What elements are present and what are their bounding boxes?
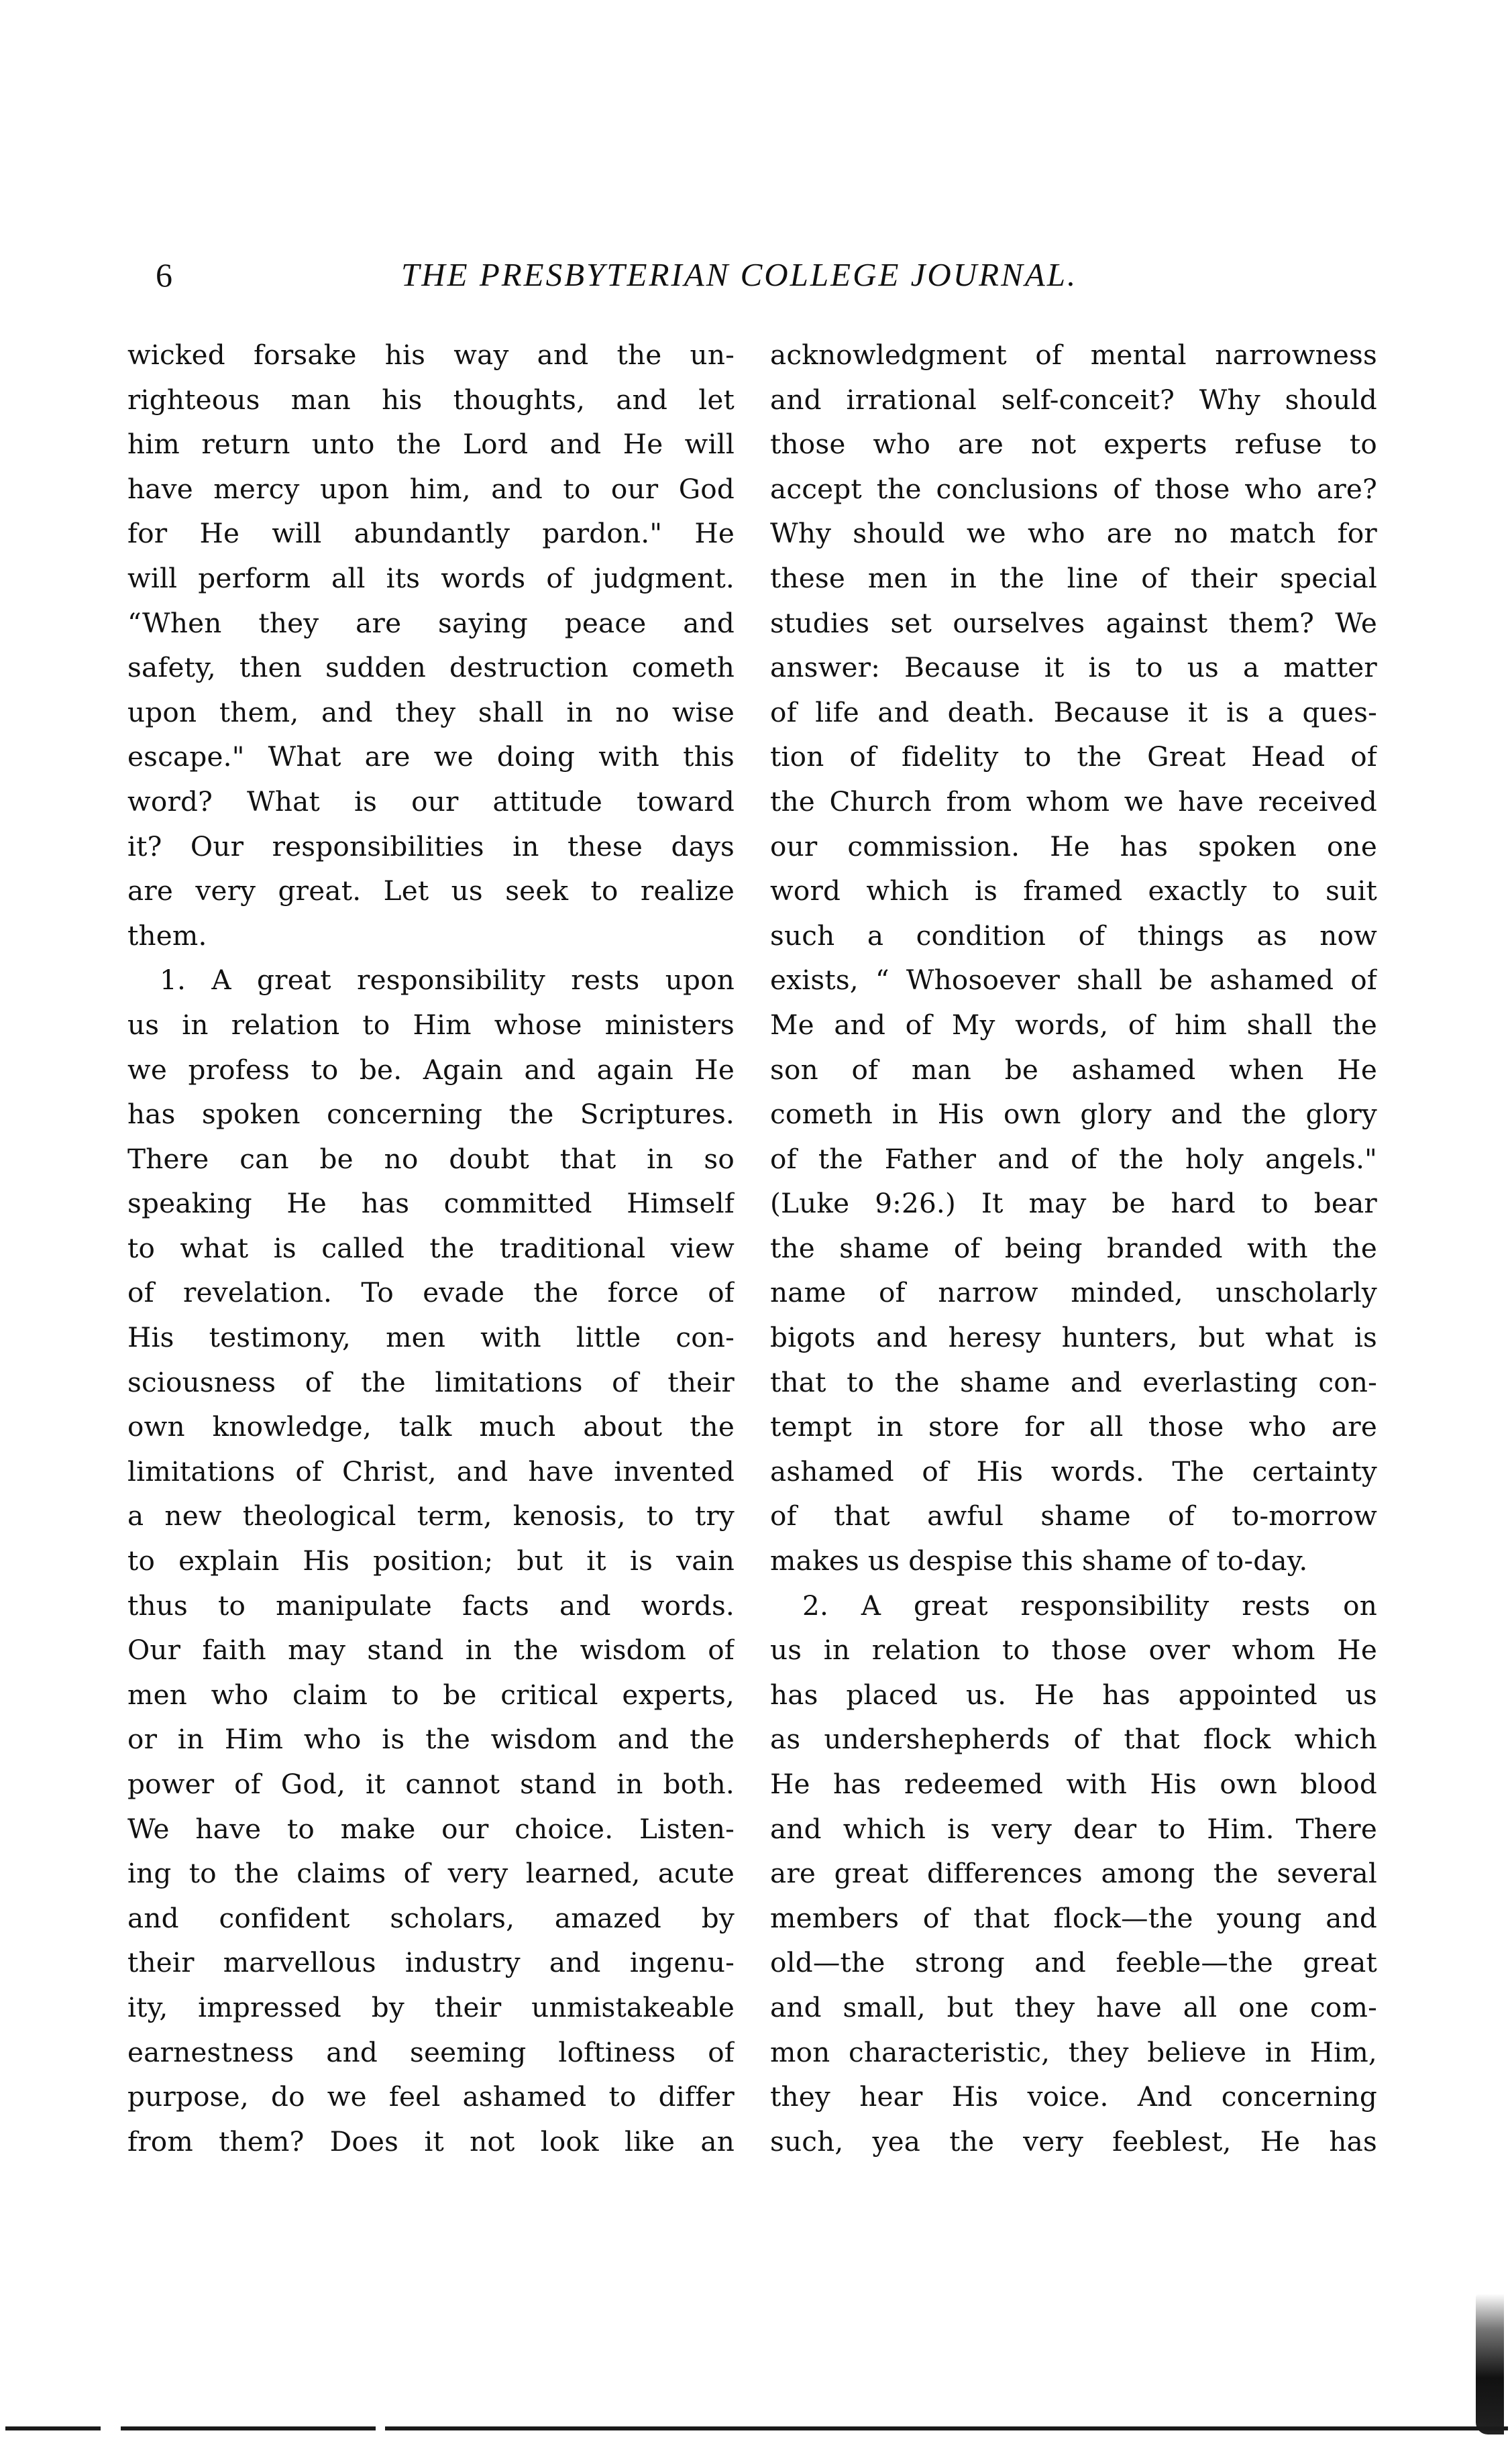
text-line: has spoken concerning the Scriptures.	[127, 1098, 735, 1131]
running-title: THE PRESBYTERIAN COLLEGE JOURNAL.	[401, 256, 1078, 293]
text-line: His testimony, men with little con-	[127, 1321, 735, 1354]
page-number: 6	[156, 256, 172, 294]
text-line: tion of fidelity to the Great Head of	[770, 740, 1377, 773]
text-line: them.	[127, 919, 207, 952]
text-line: wicked forsake his way and the un-	[127, 339, 735, 371]
text-line: those who are not experts refuse to	[770, 428, 1377, 461]
text-line: will perform all its words of judgment.	[127, 561, 735, 594]
text-line: us in relation to Him whose ministers	[127, 1008, 735, 1041]
right-column	[770, 333, 1377, 2164]
text-line: from them? Does it not look like an	[127, 2125, 735, 2158]
left-column	[127, 333, 735, 2164]
rule-gap	[376, 2424, 385, 2433]
text-line: and which is very dear to Him. There	[770, 1812, 1377, 1845]
text-line: have mercy upon him, and to our God	[127, 472, 735, 505]
paragraph-start-line: 2. A great responsibility rests on	[802, 1589, 1377, 1622]
text-line: such a condition of things as now	[770, 919, 1377, 952]
text-line: ity, impressed by their unmistakeable	[127, 1991, 735, 2023]
paragraph-start-line: 1. A great responsibility rests upon	[160, 964, 735, 997]
text-line: they hear His voice. And concerning	[770, 2080, 1377, 2113]
text-line: are very great. Let us seek to realize	[127, 875, 735, 907]
text-line: we profess to be. Again and again He	[127, 1053, 735, 1086]
text-line: Our faith may stand in the wisdom of	[127, 1634, 735, 1667]
text-line: upon them, and they shall in no wise	[127, 695, 735, 728]
text-line: sciousness of the limitations of their	[127, 1365, 735, 1398]
text-line: ashamed of His words. The certainty	[770, 1455, 1377, 1488]
text-line: earnestness and seeming loftiness of	[127, 2035, 735, 2068]
text-line: escape." What are we doing with this	[127, 740, 735, 773]
text-line: their marvellous industry and ingenu-	[127, 1946, 735, 1979]
text-line: us in relation to those over whom He	[770, 1634, 1377, 1667]
text-line: We have to make our choice. Listen-	[127, 1812, 735, 1845]
text-line: the Church from whom we have received	[770, 785, 1377, 818]
text-line: limitations of Christ, and have invented	[127, 1455, 735, 1488]
text-line: acknowledgment of mental narrowness	[770, 339, 1377, 371]
text-line: and small, but they have all one com-	[770, 1991, 1377, 2023]
text-line: men who claim to be critical experts,	[127, 1678, 735, 1711]
text-line: that to the shame and everlasting con-	[770, 1365, 1377, 1398]
text-line: righteous man his thoughts, and let	[127, 383, 735, 416]
text-line: of revelation. To evade the force of	[127, 1276, 735, 1309]
text-line: safety, then sudden destruction cometh	[127, 651, 735, 684]
text-line: speaking He has committed Himself	[127, 1187, 735, 1220]
text-line: old—the strong and feeble—the great	[770, 1946, 1377, 1979]
text-line: answer: Because it is to us a matter	[770, 651, 1377, 684]
text-line: of the Father and of the holy angels."	[770, 1142, 1377, 1175]
text-line: such, yea the very feeblest, He has	[770, 2125, 1377, 2158]
text-line: to what is called the traditional view	[127, 1231, 735, 1264]
text-line: cometh in His own glory and the glory	[770, 1098, 1377, 1131]
text-line: has placed us. He has appointed us	[770, 1678, 1377, 1711]
text-line: ing to the claims of very learned, acute	[127, 1857, 735, 1890]
text-line: or in Him who is the wisdom and the	[127, 1723, 735, 1756]
text-line: and irrational self-conceit? Why should	[770, 383, 1377, 416]
text-line: are great differences among the several	[770, 1857, 1377, 1890]
text-line: own knowledge, talk much about the	[127, 1410, 735, 1443]
text-line: our commission. He has spoken one	[770, 830, 1377, 862]
text-line: bigots and heresy hunters, but what is	[770, 1321, 1377, 1354]
text-line: him return unto the Lord and He will	[127, 428, 735, 461]
text-line: thus to manipulate facts and words.	[127, 1589, 735, 1622]
text-line: He has redeemed with His own blood	[770, 1768, 1377, 1800]
text-line: members of that flock—the young and	[770, 1901, 1377, 1934]
text-line: Why should we who are no match for	[770, 517, 1377, 550]
text-line: as undershepherds of that flock which	[770, 1723, 1377, 1756]
text-line: “When they are saying peace and	[127, 606, 735, 639]
bottom-rule	[5, 2426, 1508, 2430]
text-line: name of narrow minded, unscholarly	[770, 1276, 1377, 1309]
text-line: studies set ourselves against them? We	[770, 606, 1377, 639]
text-line: of life and death. Because it is a ques-	[770, 695, 1377, 728]
text-line: (Luke 9:26.) It may be hard to bear	[770, 1187, 1377, 1220]
text-line: mon characteristic, they believe in Him,	[770, 2035, 1377, 2068]
text-line: a new theological term, kenosis, to try	[127, 1500, 735, 1532]
text-line: tempt in store for all those who are	[770, 1410, 1377, 1443]
rule-gap	[101, 2424, 121, 2433]
text-line: to explain His position; but it is vain	[127, 1545, 735, 1577]
text-line: it? Our responsibilities in these days	[127, 830, 735, 862]
text-line: exists, “ Whosoever shall be ashamed of	[770, 964, 1377, 997]
text-line: power of God, it cannot stand in both.	[127, 1768, 735, 1800]
text-line: Me and of My words, of him shall the	[770, 1008, 1377, 1041]
text-line: and confident scholars, amazed by	[127, 1901, 735, 1934]
text-line: There can be no doubt that in so	[127, 1142, 735, 1175]
text-line: makes us despise this shame of to-day.	[770, 1545, 1308, 1577]
text-line: of that awful shame of to-morrow	[770, 1500, 1377, 1532]
text-line: purpose, do we feel ashamed to differ	[127, 2080, 735, 2113]
text-line: word? What is our attitude toward	[127, 785, 735, 818]
text-line: the shame of being branded with the	[770, 1231, 1377, 1264]
text-line: son of man be ashamed when He	[770, 1053, 1377, 1086]
text-line: for He will abundantly pardon." He	[127, 517, 735, 550]
text-line: word which is framed exactly to suit	[770, 875, 1377, 907]
scan-edge-mark	[1476, 2294, 1504, 2434]
text-line: accept the conclusions of those who are?	[770, 472, 1377, 505]
text-line: these men in the line of their special	[770, 561, 1377, 594]
